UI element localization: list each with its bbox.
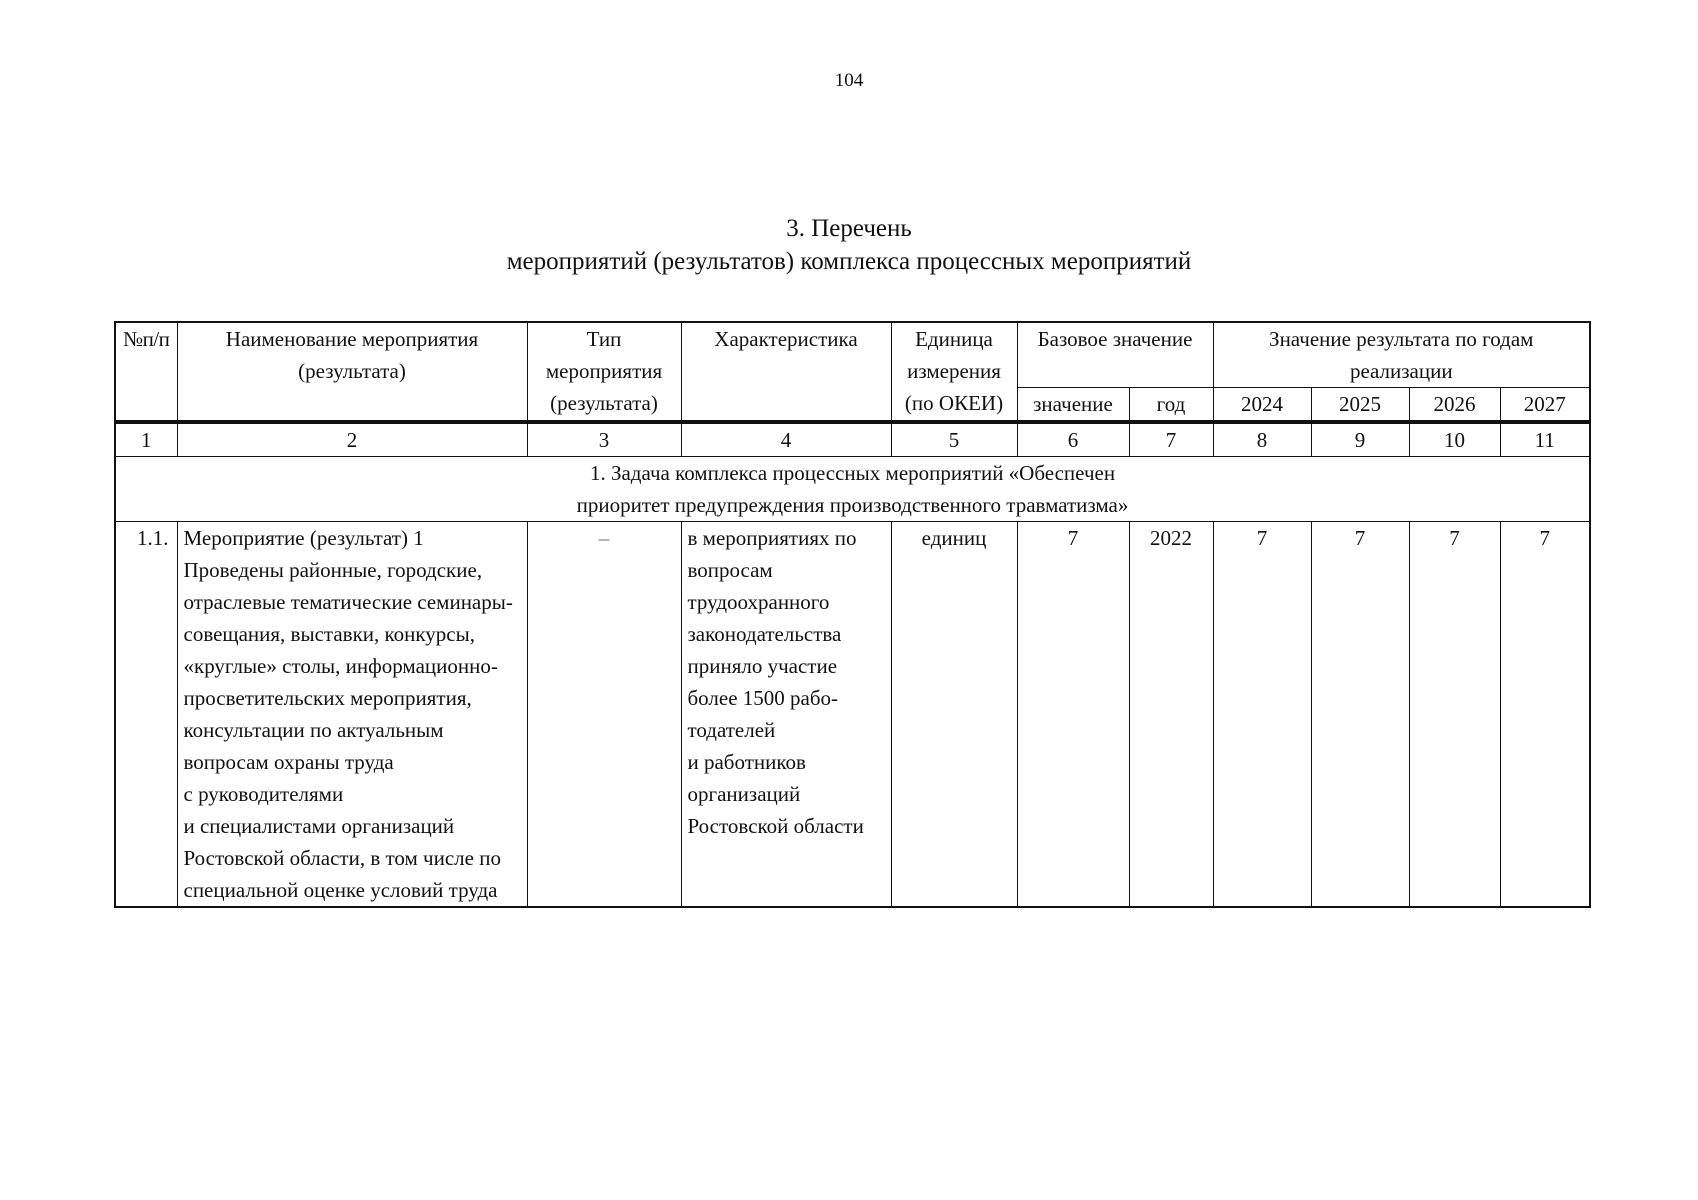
- task-row: [115, 457, 1590, 522]
- header-characteristic: Характеристика: [681, 322, 891, 422]
- row-base-year: 2022: [1129, 522, 1213, 908]
- row-value-2025: 7: [1311, 522, 1409, 908]
- header-year-2027: 2027: [1500, 388, 1590, 423]
- row-unit: единиц: [891, 522, 1017, 908]
- column-number: 9: [1311, 422, 1409, 457]
- column-number: 10: [1409, 422, 1500, 457]
- header-year-2025: 2025: [1311, 388, 1409, 423]
- row-value-2026: 7: [1409, 522, 1500, 908]
- header-year-2024: 2024: [1213, 388, 1311, 423]
- header-base: Базовое значение: [1017, 322, 1213, 388]
- header-num: №п/п: [115, 322, 177, 422]
- page-number: 104: [834, 70, 864, 91]
- title-line-1: 3. Перечень: [786, 215, 912, 242]
- header-year-2026: 2026: [1409, 388, 1500, 423]
- document-title: [0, 212, 1698, 278]
- task-heading: [115, 457, 1590, 522]
- row-value-2024: 7: [1213, 522, 1311, 908]
- header-base-value: значение: [1017, 388, 1129, 423]
- task-line-2: приоритет предупреждения производственного травматизма»: [576, 493, 1129, 517]
- column-numbers-row: [115, 422, 1590, 457]
- row-base-value: 7: [1017, 522, 1129, 908]
- column-number: 6: [1017, 422, 1129, 457]
- row-characteristic: в мероприятиях по вопросам трудоохранного законодательства приняло участие более 1500 рабо-тодателей и работников организаций Ростовской области: [681, 522, 891, 908]
- column-number: 3: [527, 422, 681, 457]
- task-line-1: 1. Задача комплекса процессных мероприятий «Обеспечен: [589, 461, 1116, 485]
- column-number: 5: [891, 422, 1017, 457]
- column-number: 11: [1500, 422, 1590, 457]
- column-number: 2: [177, 422, 527, 457]
- title-line-2: мероприятий (результатов) комплекса процессных мероприятий: [506, 248, 1192, 275]
- header-result-by-years: Значение результата по годам реализации: [1213, 322, 1590, 388]
- row-number: 1.1.: [115, 522, 177, 908]
- measures-table: [114, 321, 1591, 908]
- header-unit: Единица измерения (по ОКЕИ): [891, 322, 1017, 422]
- header-type: Тип мероприятия (результата): [527, 322, 681, 422]
- table-row: [115, 522, 1590, 908]
- row-value-2027: 7: [1500, 522, 1590, 908]
- column-number: 7: [1129, 422, 1213, 457]
- column-number: 4: [681, 422, 891, 457]
- row-name: Мероприятие (результат) 1 Проведены районные, городские, отраслевые тематические семинары-совещания, выставки, конкурсы, «круглые» столы, информационно-просветительских мероприятия, консультации по актуальным вопросам охраны труда с руководителями и специалистами организаций Ростовской области, в том числе по специальной оценке условий труда: [177, 522, 527, 908]
- header-base-year: год: [1129, 388, 1213, 423]
- column-number: 8: [1213, 422, 1311, 457]
- header-name: Наименование мероприятия (результата): [177, 322, 527, 422]
- column-number: 1: [115, 422, 177, 457]
- row-type: –: [527, 522, 681, 908]
